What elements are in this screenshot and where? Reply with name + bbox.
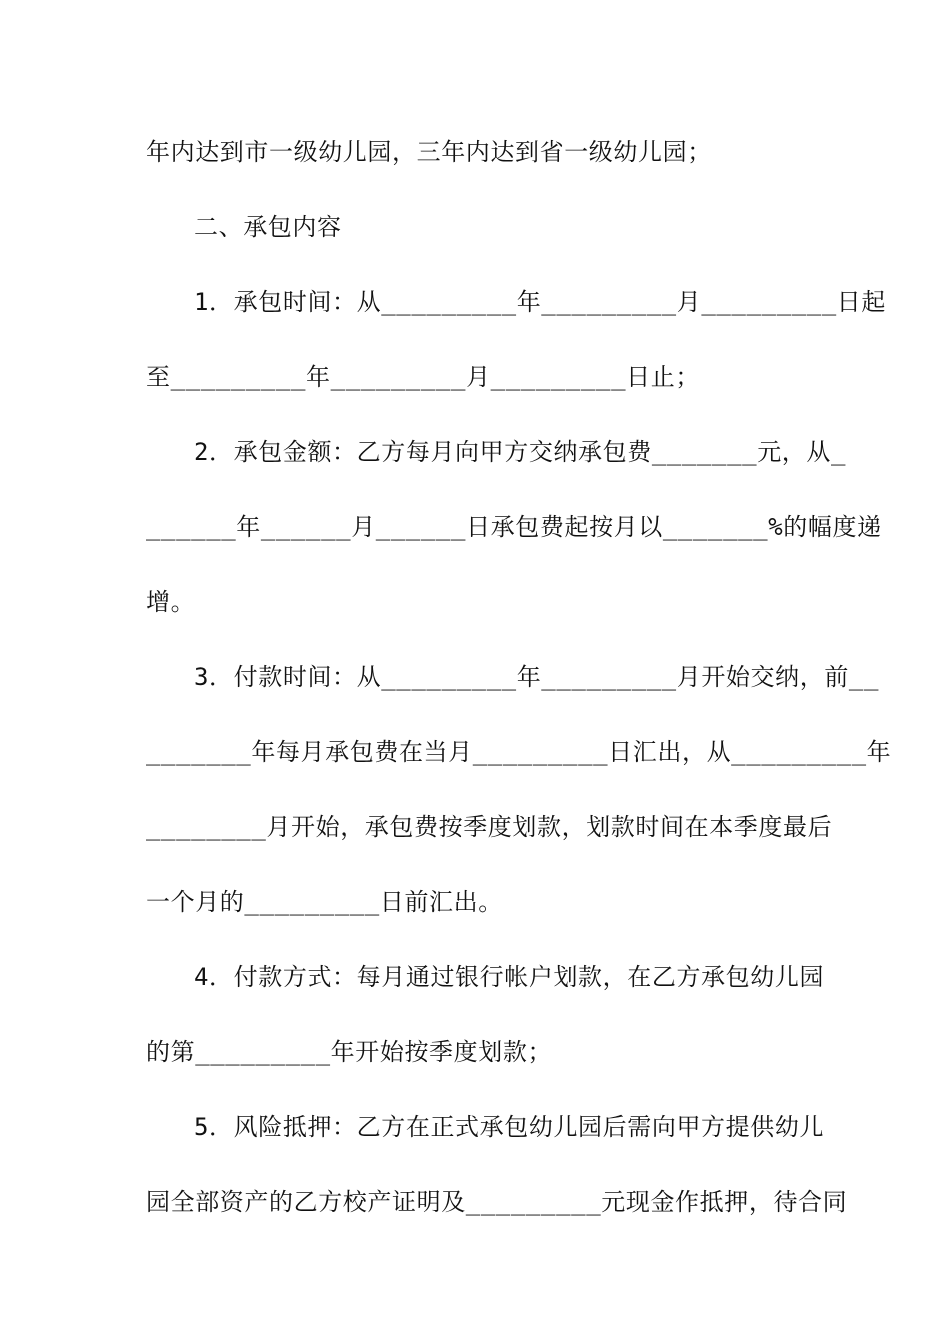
- clause-4-line-2: 的第_________年开始按季度划款；: [146, 1038, 553, 1066]
- clause-5-line-1: 5．风险抵押：乙方在正式承包幼儿园后需向甲方提供幼儿: [194, 1113, 825, 1141]
- clause-2-line-3: 增。: [146, 588, 196, 616]
- section-heading: 二、承包内容: [194, 213, 342, 241]
- clause-5-line-2: 园全部资产的乙方校产证明及_________元现金作抵押，待合同: [146, 1188, 848, 1216]
- clause-3-line-2: _______年每月承包费在当月_________日汇出，从_________年: [146, 738, 892, 766]
- clause-3-line-3: ________月开始，承包费按季度划款，划款时间在本季度最后: [146, 813, 833, 841]
- clause-1-line-1: 1．承包时间：从_________年_________月_________日起: [194, 288, 886, 316]
- clause-2-line-1: 2．承包金额：乙方每月向甲方交纳承包费_______元，从_: [194, 438, 847, 466]
- clause-3-line-1: 3．付款时间：从_________年_________月开始交纳，前__: [194, 663, 880, 691]
- clause-2-line-2: ______年______月______日承包费起按月以_______%的幅度递: [146, 513, 882, 541]
- text-line: 年内达到市一级幼儿园，三年内达到省一级幼儿园；: [146, 138, 712, 166]
- clause-4-line-1: 4．付款方式：每月通过银行帐户划款，在乙方承包幼儿园: [194, 963, 825, 991]
- clause-1-line-2: 至_________年_________月_________日止；: [146, 363, 700, 391]
- clause-3-line-4: 一个月的_________日前汇出。: [146, 888, 503, 916]
